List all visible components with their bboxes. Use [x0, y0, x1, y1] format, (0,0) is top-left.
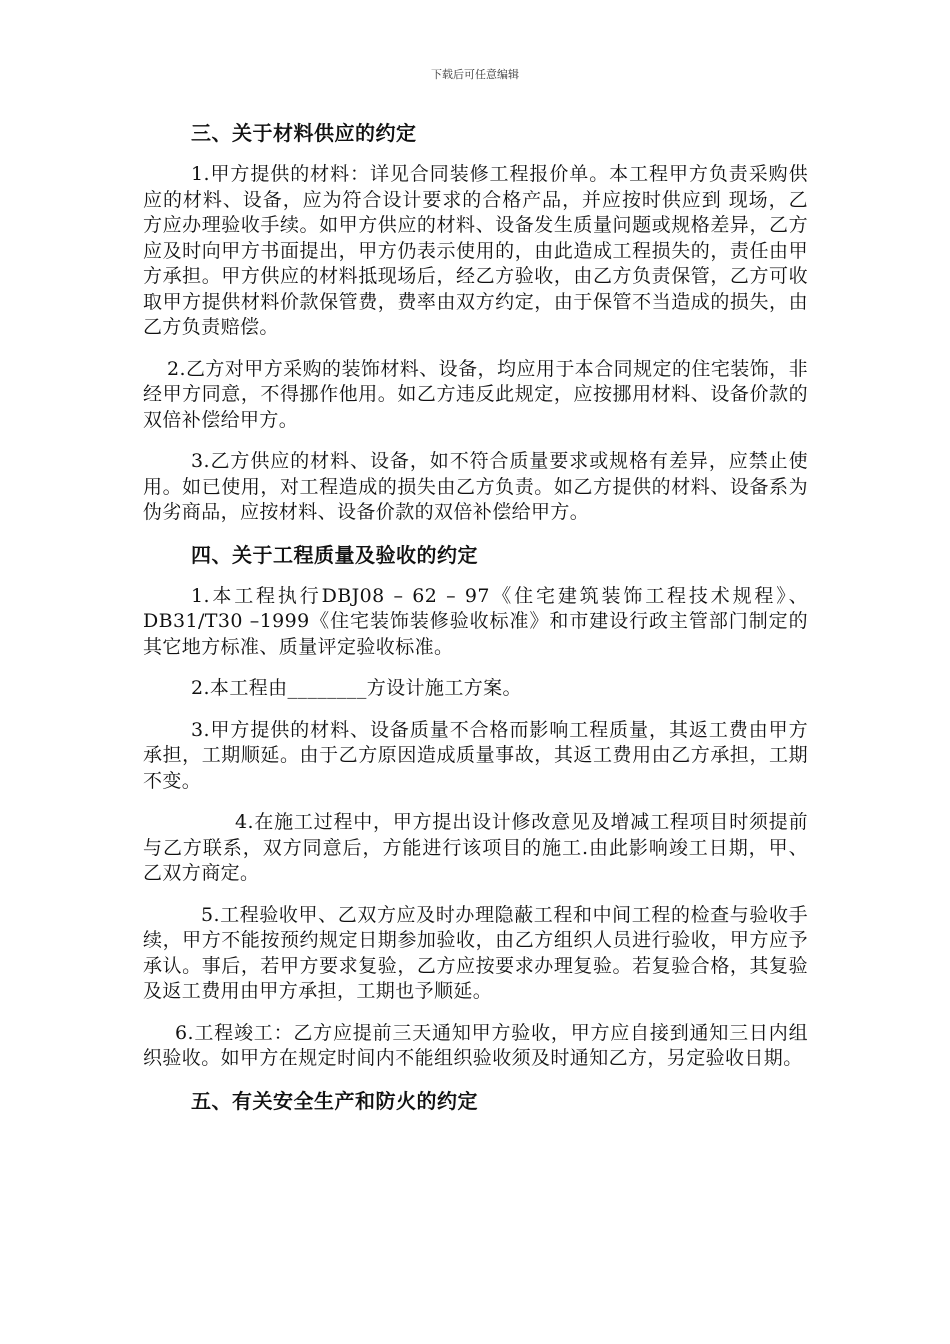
section-4-title: 四、关于工程质量及验收的约定	[191, 542, 478, 567]
section-3-paragraph-3: 3.乙方供应的材料、设备，如不符合质量要求或规格有差异，应禁止使用。如已使用，对工程造成的损失由乙方负责。如乙方提供的材料、设备系为伪劣商品，应按材料、设备价款的双倍补偿给甲方。	[143, 450, 808, 523]
section-4-paragraph-3: 3.甲方提供的材料、设备质量不合格而影响工程质量，其返工费由甲方承担，工期顺延。由于乙方原因造成质量事故，其返工费用由乙方承担，工期不变。	[143, 718, 808, 792]
section-4-paragraph-4: 4.在施工过程中，甲方提出设计修改意见及增减工程项目时须提前与乙方联系，双方同意后，方能进行该项目的施工.由此影响竣工日期，甲、乙双方商定。	[143, 811, 808, 884]
section-3-title: 三、关于材料供应的约定	[191, 121, 417, 145]
page-header-note: 下载后可任意编辑	[431, 68, 519, 81]
section-3-paragraph-2: 2.乙方对甲方采购的装饰材料、设备，均应用于本合同规定的住宅装饰，非经甲方同意，不得挪作他用。如乙方违反此规定，应按挪用材料、设备价款的双倍补偿给甲方。	[143, 357, 808, 431]
document-body	[143, 120, 808, 1130]
section-4-paragraph-5: 5.工程验收甲、乙双方应及时办理隐蔽工程和中间工程的检查与验收手续，甲方不能按预约规定日期参加验收，由乙方组织人员进行验收，甲方应予承认。事后，若甲方要求复验，乙方应按要求办理复验。若复验合格，其复验及返工费用由甲方承担，工期也予顺延。	[143, 903, 808, 1002]
section-4-paragraph-6: 6.工程竣工：乙方应提前三天通知甲方验收，甲方应自接到通知三日内组织验收。如甲方在规定时间内不能组织验收须及时通知乙方，另定验收日期。	[143, 1021, 808, 1069]
section-5-title: 五、有关安全生产和防火的约定	[191, 1088, 478, 1113]
section-3-paragraph-1: 1.甲方提供的材料：详见合同装修工程报价单。本工程甲方负责采购供应的材料、设备，应为符合设计要求的合格产品，并应按时供应到 现场，乙方应办理验收手续。如甲方供应的材料、设备发生质量问题或规格差异，乙方应及时向甲方书面提出，甲方仍表示使用的，由此造成工程损失的，责任由甲 方承担。甲方供应的材料抵现场后，经乙方验收，由乙方负责保管，乙方可收取甲方提供材料价款保管费，费率由双方约定，由于保管不当造成的损失，由乙方负责赔偿。	[143, 163, 808, 338]
section-4-paragraph-2: 2.本工程由________方设计施工方案。	[191, 677, 522, 699]
section-4-paragraph-1: 1.本工程执行DBJ08 – 62 – 97《住宅建筑装饰工程技术规程》、DB31/T30 –1999《住宅装饰装修验收标准》和市建设行政主管部门制定的其它地方标准、质量评定验收标准。	[143, 584, 808, 658]
